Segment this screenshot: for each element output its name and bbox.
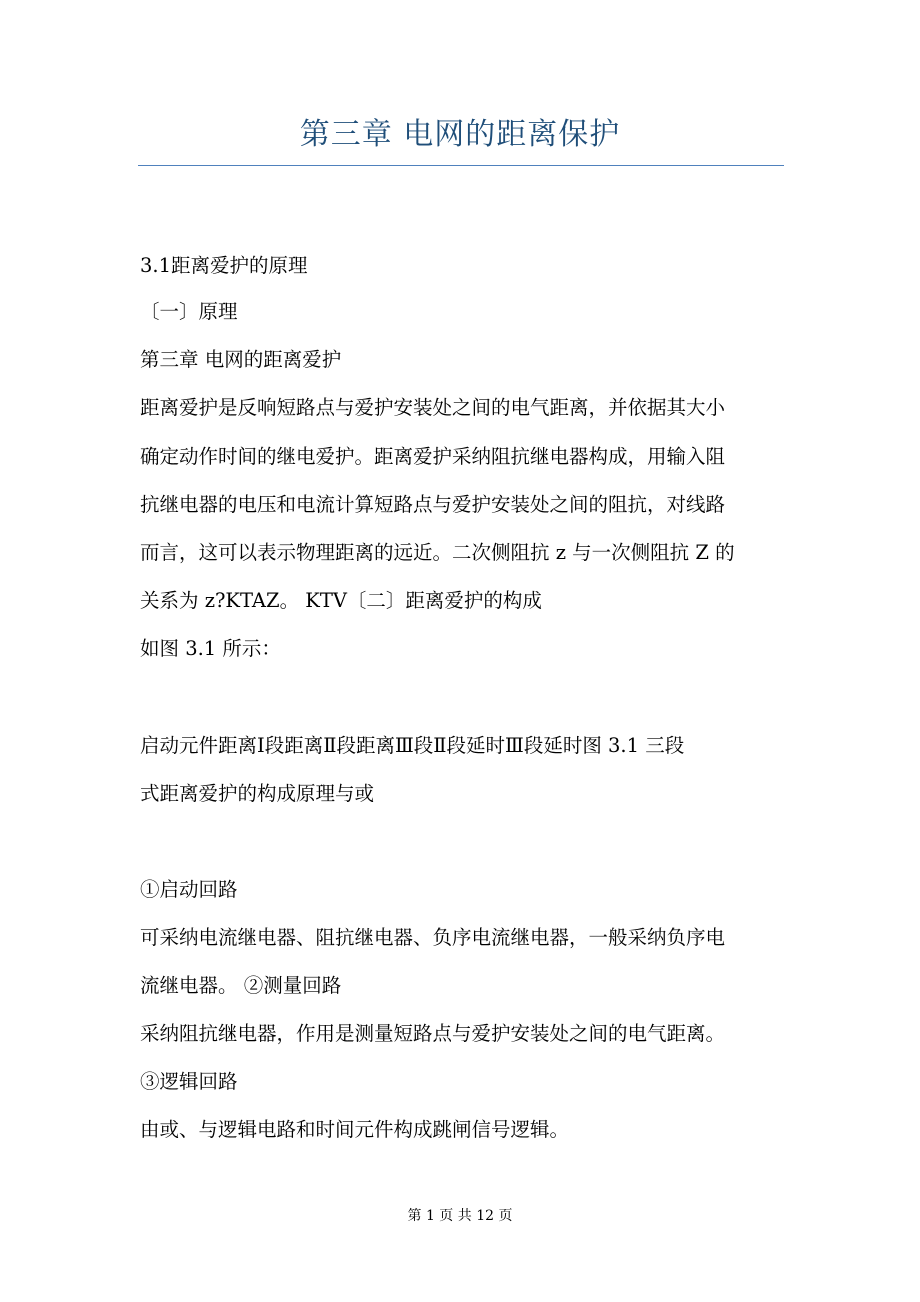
list-heading: ①启动回路 bbox=[140, 878, 238, 901]
section-heading: 3.1距离爱护的原理 bbox=[140, 254, 308, 277]
paragraph-line: 关系为 z?KTAZ。 KTV〔二〕距离爱护的构成 bbox=[140, 589, 542, 612]
paragraph-line: 可采纳电流继电器、阻抗继电器、负序电流继电器，一般采纳负序电 bbox=[140, 926, 726, 949]
page-footer: 第 1 页 共 12 页 bbox=[407, 1208, 513, 1224]
paragraph-line: 采纳阻抗继电器，作用是测量短路点与爱护安装处之间的电气距离。 bbox=[140, 1022, 726, 1045]
paragraph-line: 流继电器。 ②测量回路 bbox=[140, 974, 342, 997]
list-heading: ③逻辑回路 bbox=[140, 1070, 238, 1093]
chapter-line: 第三章 电网的距离爱护 bbox=[140, 348, 342, 371]
figure-caption-line: 式距离爱护的构成原理与或 bbox=[140, 782, 375, 805]
paragraph-line: 抗继电器的电压和电流计算短路点与爱护安装处之间的阻抗，对线路 bbox=[140, 493, 726, 516]
paragraph-line: 确定动作时间的继电爱护。距离爱护采纳阻抗继电器构成，用输入阻 bbox=[140, 445, 726, 468]
figure-caption-line: 启动元件距离Ⅰ段距离Ⅱ段距离Ⅲ段Ⅱ段延时Ⅲ段延时图 3.1 三段 bbox=[140, 734, 685, 757]
paragraph-line: 距离爱护是反响短路点与爱护安装处之间的电气距离，并依据其大小 bbox=[140, 396, 726, 419]
paragraph-line: 而言，这可以表示物理距离的远近。二次侧阻抗 z 与一次侧阻抗 Z 的 bbox=[140, 541, 735, 564]
paragraph-line: 由或、与逻辑电路和时间元件构成跳闸信号逻辑。 bbox=[140, 1118, 570, 1141]
page-title: 第三章 电网的距离保护 bbox=[299, 117, 621, 152]
paragraph-line: 如图 3.1 所示： bbox=[140, 637, 281, 660]
title-underline bbox=[138, 165, 784, 166]
subsection-heading: 〔一〕原理 bbox=[140, 300, 238, 323]
